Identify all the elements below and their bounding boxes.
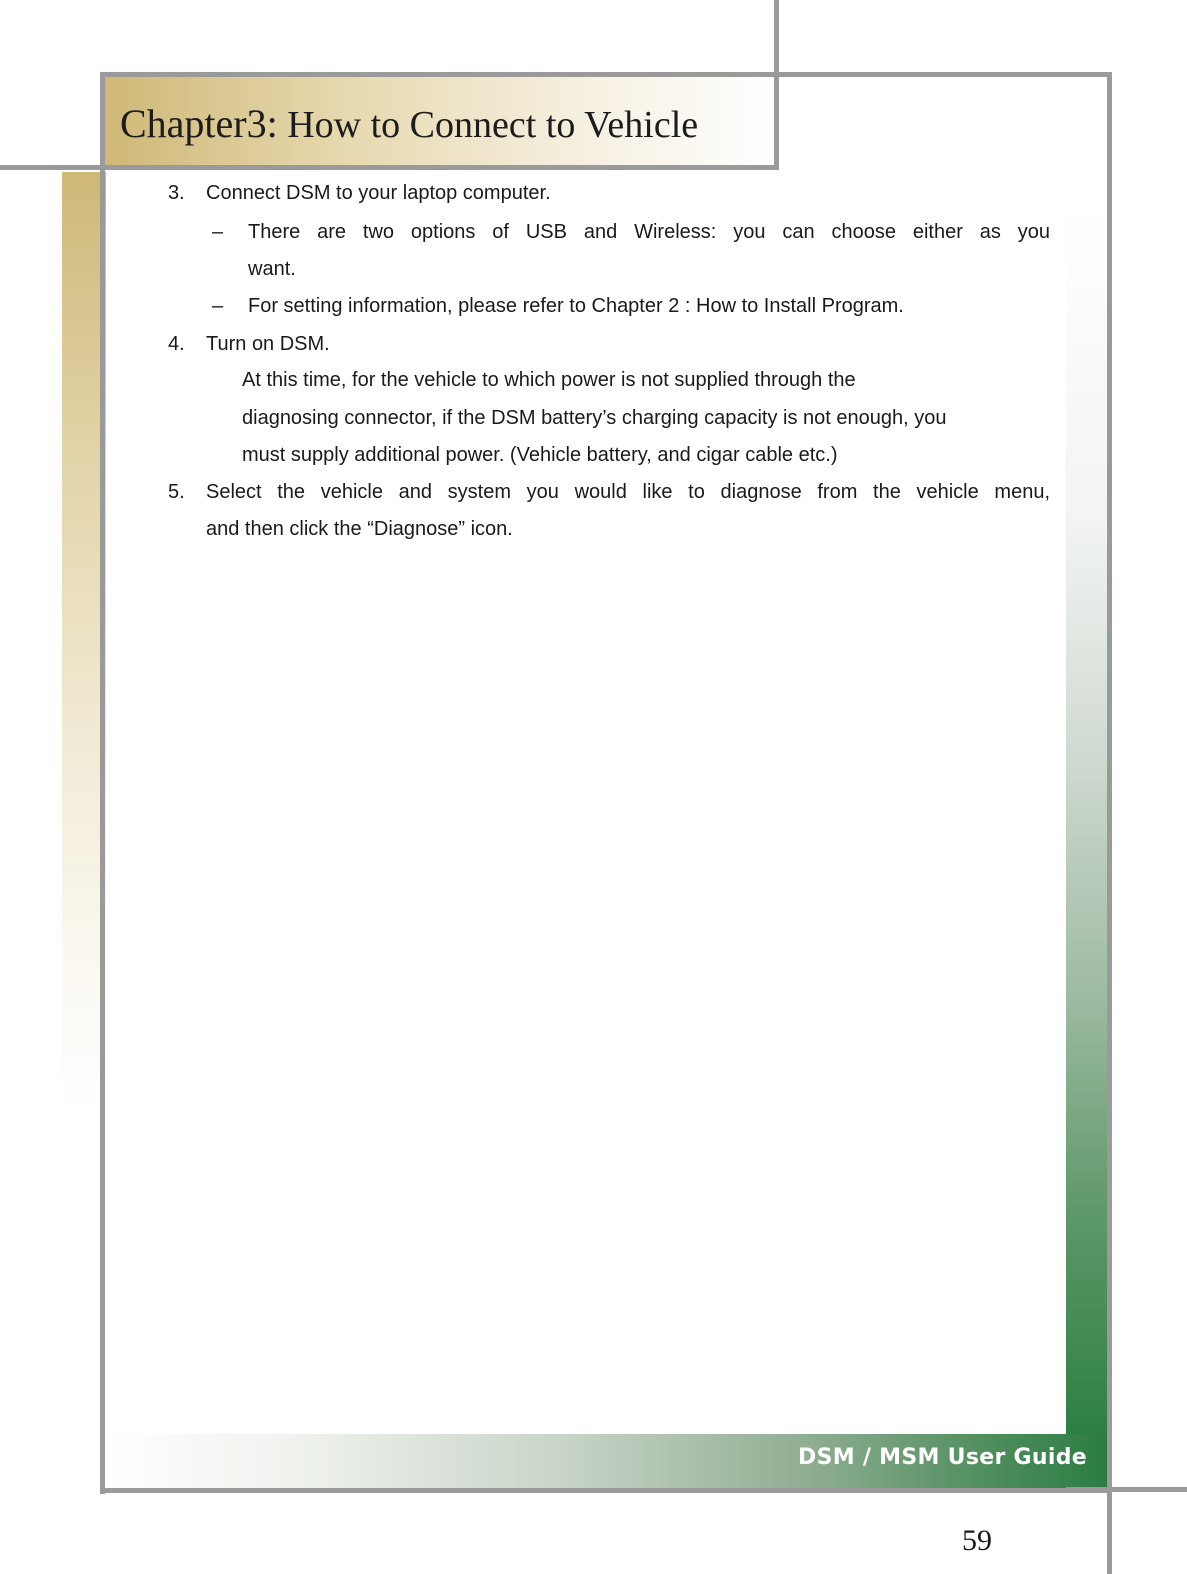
bullet-text-line: want.	[248, 258, 296, 280]
frame-top-line	[100, 72, 1112, 77]
chapter-title: How to Connect to Vehicle	[287, 104, 699, 146]
step-text: Turn on DSM.	[206, 333, 330, 355]
bullet-marker: –	[212, 221, 224, 243]
frame-right-line	[1107, 72, 1112, 1574]
header-vertical-line	[774, 0, 779, 170]
footer-guide-label: DSM / MSM User Guide	[798, 1445, 1087, 1470]
frame-bottom-line	[100, 1488, 1112, 1493]
page-title	[120, 100, 698, 147]
step-text-line: Select the vehicle and system you would like to diagnose from the vehicle menu,	[206, 481, 1050, 503]
chapter-label: Chapter3:	[120, 101, 278, 146]
step-text: Connect DSM to your laptop computer.	[206, 182, 551, 204]
frame-left-line	[100, 72, 105, 1494]
step-number: 5.	[168, 481, 185, 503]
bullet-text-line: There are two options of USB and Wireless: you can choose either as you	[248, 221, 1050, 243]
footer-right-extension-line	[1066, 1487, 1187, 1492]
right-green-strip	[1066, 210, 1108, 1436]
note-line: must supply additional power. (Vehicle battery, and cigar cable etc.)	[242, 444, 838, 466]
note-line: At this time, for the vehicle to which power is not supplied through the	[242, 369, 856, 391]
header-bottom-line	[0, 165, 779, 170]
step-number: 4.	[168, 333, 185, 355]
step-number: 3.	[168, 182, 185, 204]
bullet-text-line: For setting information, please refer to Chapter 2 : How to Install Program.	[248, 295, 904, 317]
note-line: diagnosing connector, if the DSM battery’s charging capacity is not enough, you	[242, 407, 947, 429]
page-number: 59	[962, 1524, 992, 1557]
bullet-marker: –	[212, 295, 224, 317]
step-text-line: and then click the “Diagnose” icon.	[206, 518, 513, 540]
